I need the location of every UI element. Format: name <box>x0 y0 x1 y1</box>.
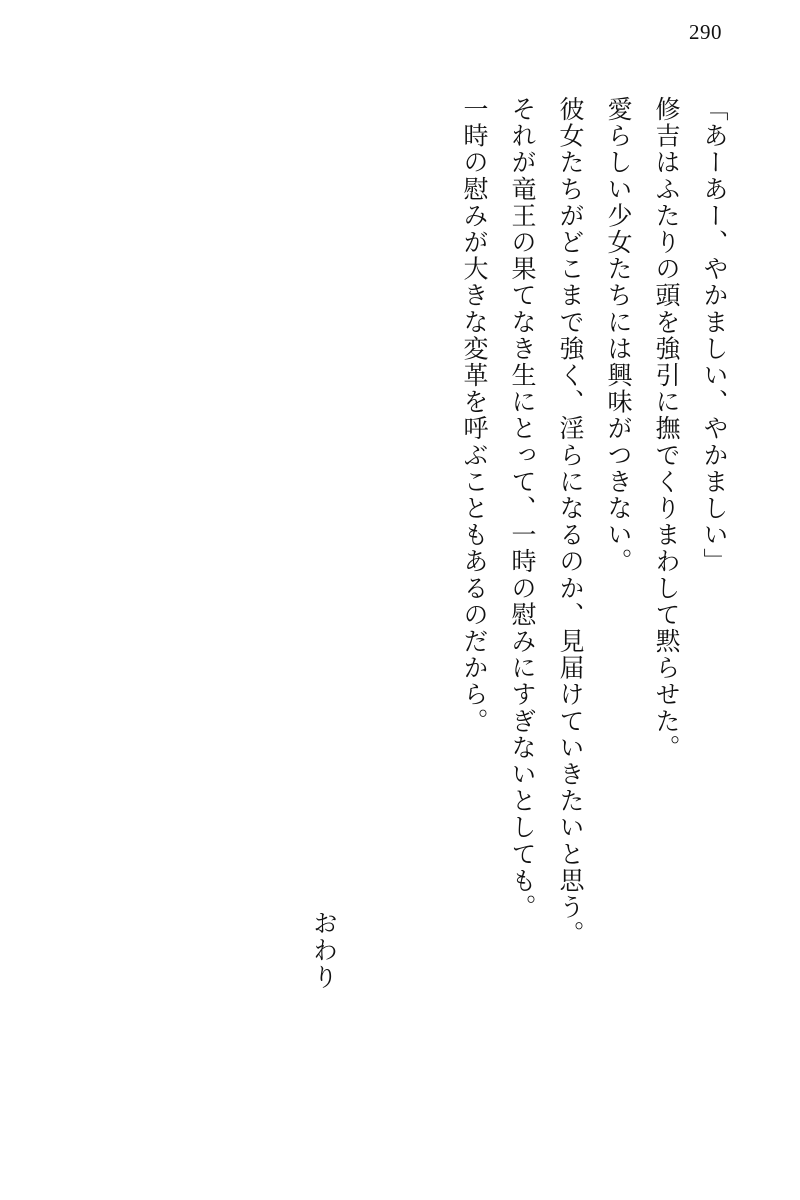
paragraph-line: 「あーあー、やかましい、やかましい」 <box>700 96 729 575</box>
vertical-text-block <box>450 96 738 996</box>
paragraph-line: 愛らしい少女たちには興味がつきない。 <box>604 96 633 575</box>
ending-mark: おわり <box>309 910 339 991</box>
paragraph-line: 彼女たちがどこまで強く、淫らになるのか、見届けていきたいと思う。 <box>556 96 585 948</box>
page-number: 290 <box>689 20 722 44</box>
paragraph-line: それが竜王の果てなき生にとって、一時の慰みにすぎないとしても。 <box>508 96 537 921</box>
paragraph-line: 一時の慰みが大きな変革を呼ぶこともあるのだから。 <box>460 96 489 735</box>
paragraph-line: 修吉はふたりの頭を強引に撫でくりまわして黙らせた。 <box>652 96 681 761</box>
